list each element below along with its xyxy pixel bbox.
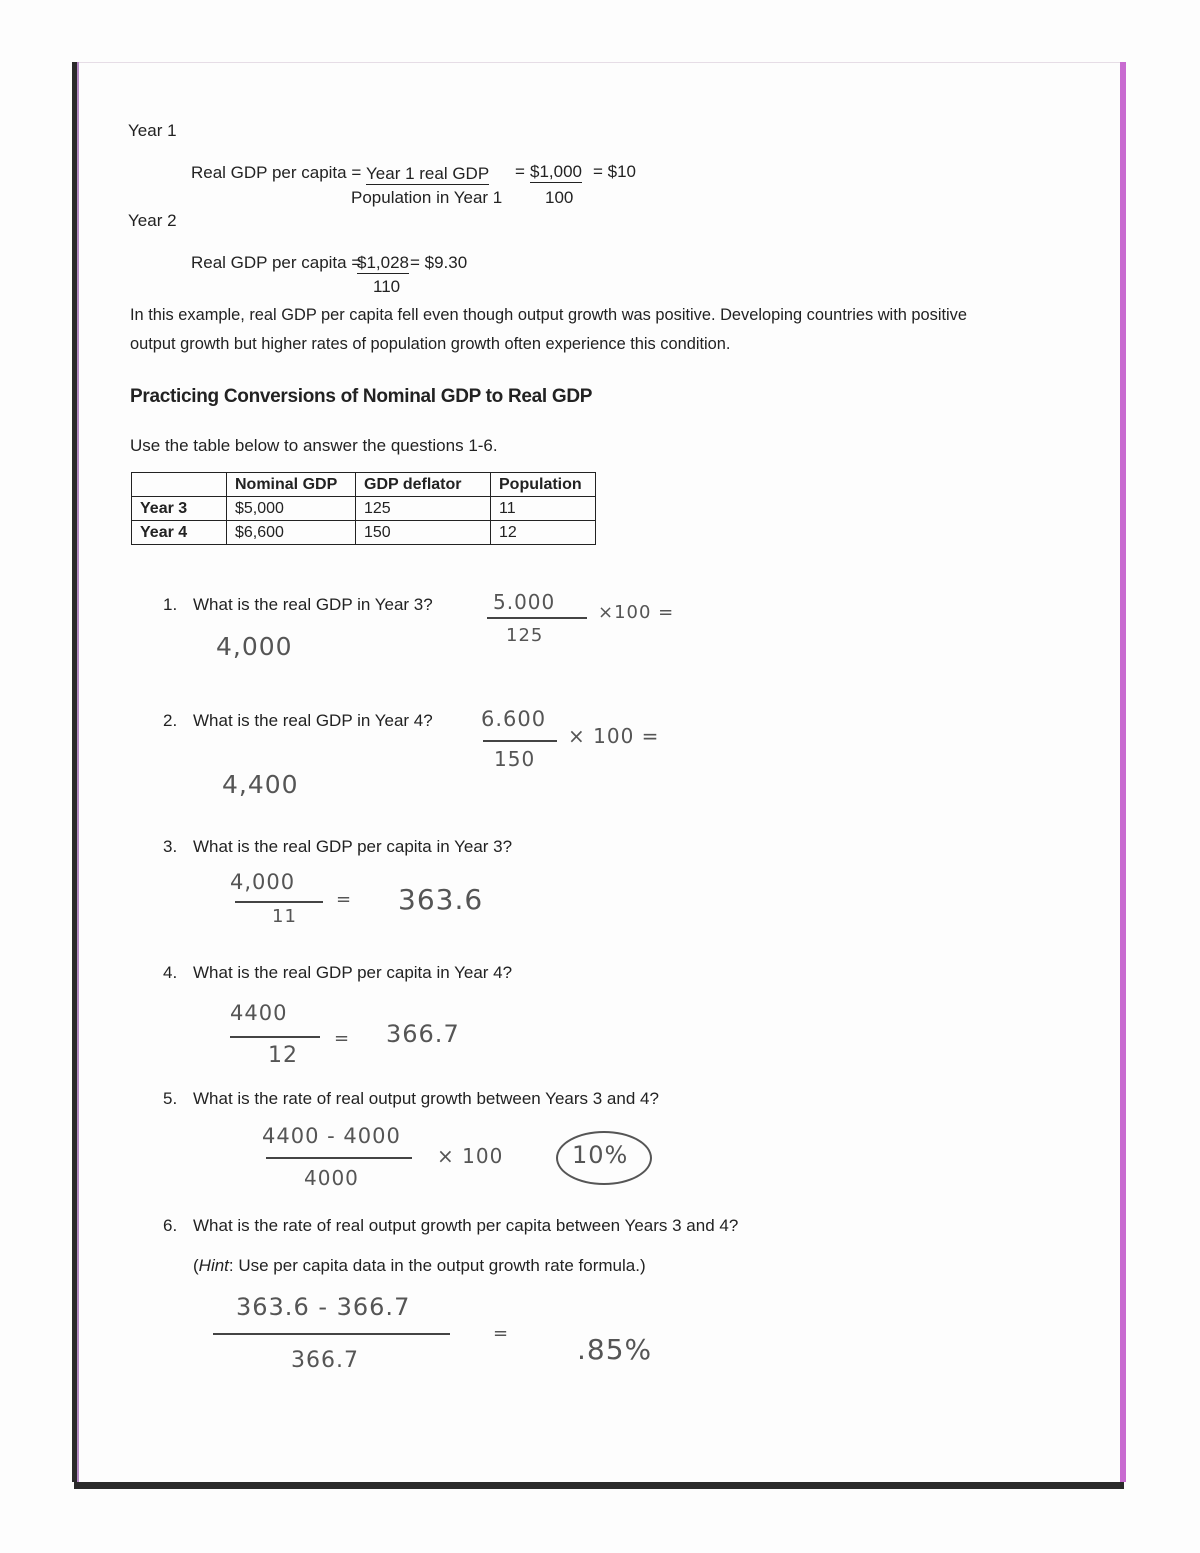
question-4-number: 4. [163, 963, 178, 982]
table-cell: $5,000 [227, 497, 356, 521]
q1-work-multiplier: ×100 = [598, 602, 675, 623]
q1-work-denominator: 125 [506, 625, 544, 646]
year2-label: Year 2 [128, 211, 177, 230]
table-cell: Year 4 [132, 521, 227, 545]
table-row [132, 521, 596, 545]
table-cell: 11 [491, 497, 596, 521]
q4-work-numerator: 4400 [230, 1001, 288, 1025]
table-cell: 12 [491, 521, 596, 545]
page-bottom-edge [74, 1482, 1124, 1489]
table-header-cell: Population [491, 473, 596, 497]
hint-label: Hint [198, 1256, 229, 1275]
q2-work-numerator: 6.600 [481, 707, 547, 731]
table-cell: $6,600 [227, 521, 356, 545]
year1-eq-denominator: 100 [545, 188, 574, 207]
table-cell: 150 [356, 521, 491, 545]
table-cell: Year 3 [132, 497, 227, 521]
question-3-text: What is the real GDP per capita in Year 3? [193, 837, 513, 856]
year1-numerator: Year 1 real GDP [366, 164, 490, 183]
q5-work-denominator: 4000 [304, 1166, 359, 1190]
year1-denominator: Population in Year 1 [351, 188, 503, 207]
q2-fraction-bar [483, 740, 557, 742]
table-cell: 125 [356, 497, 491, 521]
q2-answer: 4,400 [222, 770, 299, 799]
q6-work-denominator: 366.7 [291, 1348, 359, 1373]
q5-answer: 10% [572, 1141, 629, 1169]
question-2-text: What is the real GDP in Year 4? [193, 711, 433, 730]
page-right-edge [1120, 62, 1126, 1482]
q5-fraction-bar [266, 1157, 412, 1159]
q6-equals: = [493, 1323, 510, 1344]
year1-result: = $10 [593, 162, 637, 181]
year2-numerator: $1,028 [357, 253, 409, 272]
hint-open-paren: ( [193, 1256, 199, 1275]
year1-eq-prefix: = [515, 162, 525, 181]
table-instruction: Use the table below to answer the questions 1-6. [130, 436, 498, 455]
question-6-number: 6. [163, 1216, 178, 1235]
q1-answer: 4,000 [216, 632, 293, 661]
q4-answer: 366.7 [386, 1020, 460, 1048]
q1-fraction-bar [487, 617, 587, 619]
q6-work-numerator: 363.6 - 366.7 [236, 1293, 411, 1321]
table-header-cell: Nominal GDP [227, 473, 356, 497]
paragraph-line-1: In this example, real GDP per capita fell even though output growth was positive. Developing countries with positive [130, 306, 967, 324]
question-5-text: What is the rate of real output growth between Years 3 and 4? [193, 1089, 659, 1108]
q3-fraction-bar [235, 901, 323, 903]
q5-work-numerator: 4400 - 4000 [262, 1124, 401, 1148]
hint-text: : Use per capita data in the output growth rate formula.) [228, 1256, 646, 1275]
q6-answer: .85% [577, 1333, 653, 1366]
q4-equals: = [334, 1028, 351, 1049]
gdp-table [131, 472, 596, 545]
question-4-text: What is the real GDP per capita in Year 4? [193, 963, 513, 982]
year2-lhs: Real GDP per capita = [191, 253, 362, 272]
question-1-number: 1. [163, 595, 178, 614]
question-5-number: 5. [163, 1089, 178, 1108]
table-header-cell: GDP deflator [356, 473, 491, 497]
q2-work-multiplier: × 100 = [568, 724, 660, 748]
table-header-cell [132, 473, 227, 497]
q5-work-multiplier: × 100 [437, 1144, 504, 1168]
year2-denominator: 110 [373, 277, 401, 296]
q2-work-denominator: 150 [494, 747, 536, 771]
page-left-edge-tint [77, 62, 79, 1482]
question-2-number: 2. [163, 711, 178, 730]
question-6-hint [193, 1256, 646, 1276]
page-top-edge [78, 62, 1120, 63]
paragraph-line-2: output growth but higher rates of population growth often experience this condition. [130, 335, 731, 353]
table-row [132, 497, 596, 521]
q1-work-numerator: 5.000 [493, 590, 556, 614]
q3-equals: = [336, 889, 353, 910]
question-3-number: 3. [163, 837, 178, 856]
q3-work-numerator: 4,000 [230, 870, 296, 894]
year2-result: = $9.30 [410, 253, 468, 272]
year1-lhs: Real GDP per capita = [191, 163, 362, 182]
q4-fraction-bar [230, 1036, 320, 1038]
question-1-text: What is the real GDP in Year 3? [193, 595, 433, 614]
year1-eq-numerator: $1,000 [530, 162, 582, 181]
question-6-text: What is the rate of real output growth per capita between Years 3 and 4? [193, 1216, 739, 1235]
q3-answer: 363.6 [398, 883, 484, 916]
q4-work-denominator: 12 [268, 1043, 298, 1068]
section-heading: Practicing Conversions of Nominal GDP to Real GDP [130, 386, 593, 407]
q3-work-denominator: 11 [272, 906, 297, 927]
q6-fraction-bar [213, 1333, 450, 1335]
table-header-row [132, 473, 596, 497]
year1-label: Year 1 [128, 121, 177, 140]
